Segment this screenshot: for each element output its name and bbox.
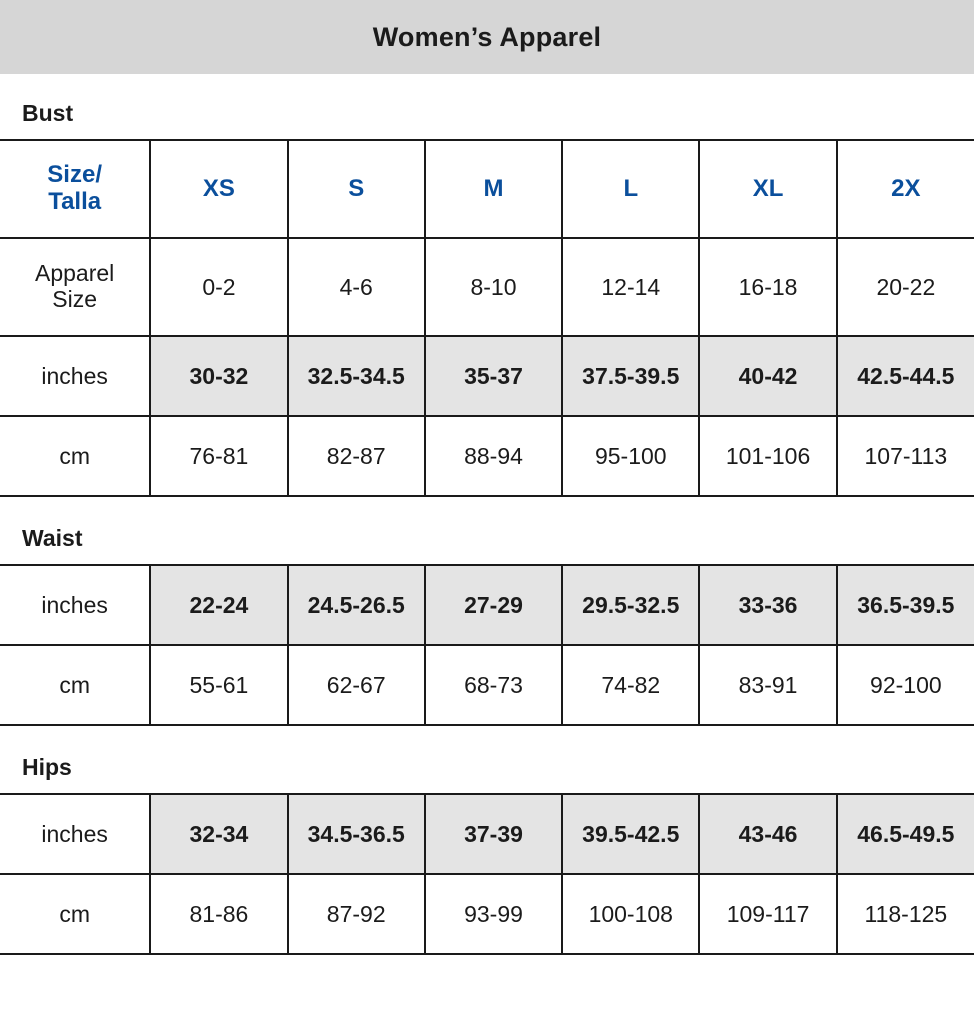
column-header-size-line2: Talla (48, 188, 102, 215)
cell-waist-inches-l: 29.5-32.5 (562, 565, 699, 645)
cell-waist-inches-2x: 36.5-39.5 (837, 565, 974, 645)
table-row (0, 336, 974, 416)
cell-waist-cm-m: 68-73 (425, 645, 562, 725)
cell-bust-cm-xs: 76-81 (150, 416, 287, 496)
cell-apparel-l: 12-14 (562, 238, 699, 336)
row-label-bust-inches: inches (0, 336, 150, 416)
cell-waist-cm-2x: 92-100 (837, 645, 974, 725)
cell-bust-cm-s: 82-87 (288, 416, 425, 496)
waist-size-table (0, 564, 974, 726)
bust-size-table (0, 139, 974, 497)
cell-waist-inches-xs: 22-24 (150, 565, 287, 645)
column-header-size-line1: Size/ (47, 161, 102, 189)
cell-bust-inches-l: 37.5-39.5 (562, 336, 699, 416)
column-header-2x: 2X (837, 140, 974, 238)
row-label-apparel-size-line1: Apparel (35, 260, 115, 287)
cell-waist-cm-xl: 83-91 (699, 645, 836, 725)
table-row (0, 238, 974, 336)
cell-hips-inches-xs: 32-34 (150, 794, 287, 874)
hips-size-table (0, 793, 974, 955)
cell-apparel-xs: 0-2 (150, 238, 287, 336)
table-row (0, 416, 974, 496)
table-row (0, 645, 974, 725)
cell-hips-cm-xs: 81-86 (150, 874, 287, 954)
table-row (0, 874, 974, 954)
cell-waist-inches-xl: 33-36 (699, 565, 836, 645)
cell-bust-inches-xs: 30-32 (150, 336, 287, 416)
cell-apparel-xl: 16-18 (699, 238, 836, 336)
table-header-row (0, 140, 974, 238)
cell-apparel-s: 4-6 (288, 238, 425, 336)
section-label-bust: Bust (22, 100, 74, 126)
cell-waist-inches-s: 24.5-26.5 (288, 565, 425, 645)
column-header-xl: XL (699, 140, 836, 238)
cell-hips-cm-s: 87-92 (288, 874, 425, 954)
column-header-l: L (562, 140, 699, 238)
cell-hips-cm-m: 93-99 (425, 874, 562, 954)
cell-bust-inches-xl: 40-42 (699, 336, 836, 416)
cell-hips-cm-2x: 118-125 (837, 874, 974, 954)
cell-bust-cm-l: 95-100 (562, 416, 699, 496)
cell-hips-cm-xl: 109-117 (699, 874, 836, 954)
cell-hips-inches-m: 37-39 (425, 794, 562, 874)
column-header-size (0, 140, 150, 238)
cell-apparel-m: 8-10 (425, 238, 562, 336)
column-header-xs: XS (150, 140, 287, 238)
row-label-apparel-size-line2: Size (52, 286, 98, 312)
page-title: Women’s Apparel (372, 21, 602, 52)
column-header-m: M (425, 140, 562, 238)
cell-waist-inches-m: 27-29 (425, 565, 562, 645)
cell-hips-inches-l: 39.5-42.5 (562, 794, 699, 874)
cell-hips-inches-2x: 46.5-49.5 (837, 794, 974, 874)
cell-apparel-2x: 20-22 (837, 238, 974, 336)
row-label-waist-inches: inches (0, 565, 150, 645)
cell-bust-inches-s: 32.5-34.5 (288, 336, 425, 416)
column-header-s: S (288, 140, 425, 238)
cell-bust-cm-2x: 107-113 (837, 416, 974, 496)
cell-hips-cm-l: 100-108 (562, 874, 699, 954)
cell-waist-cm-l: 74-82 (562, 645, 699, 725)
table-row (0, 565, 974, 645)
row-label-apparel-size (0, 238, 150, 336)
cell-bust-cm-xl: 101-106 (699, 416, 836, 496)
section-label-waist: Waist (22, 525, 83, 551)
row-label-hips-inches: inches (0, 794, 150, 874)
cell-hips-inches-xl: 43-46 (699, 794, 836, 874)
cell-hips-inches-s: 34.5-36.5 (288, 794, 425, 874)
cell-bust-inches-m: 35-37 (425, 336, 562, 416)
row-label-waist-cm: cm (0, 645, 150, 725)
cell-waist-cm-xs: 55-61 (150, 645, 287, 725)
title-bar (0, 0, 974, 74)
cell-bust-inches-2x: 42.5-44.5 (837, 336, 974, 416)
section-label-hips: Hips (22, 754, 72, 780)
cell-waist-cm-s: 62-67 (288, 645, 425, 725)
cell-bust-cm-m: 88-94 (425, 416, 562, 496)
table-row (0, 794, 974, 874)
row-label-hips-cm: cm (0, 874, 150, 954)
row-label-bust-cm: cm (0, 416, 150, 496)
